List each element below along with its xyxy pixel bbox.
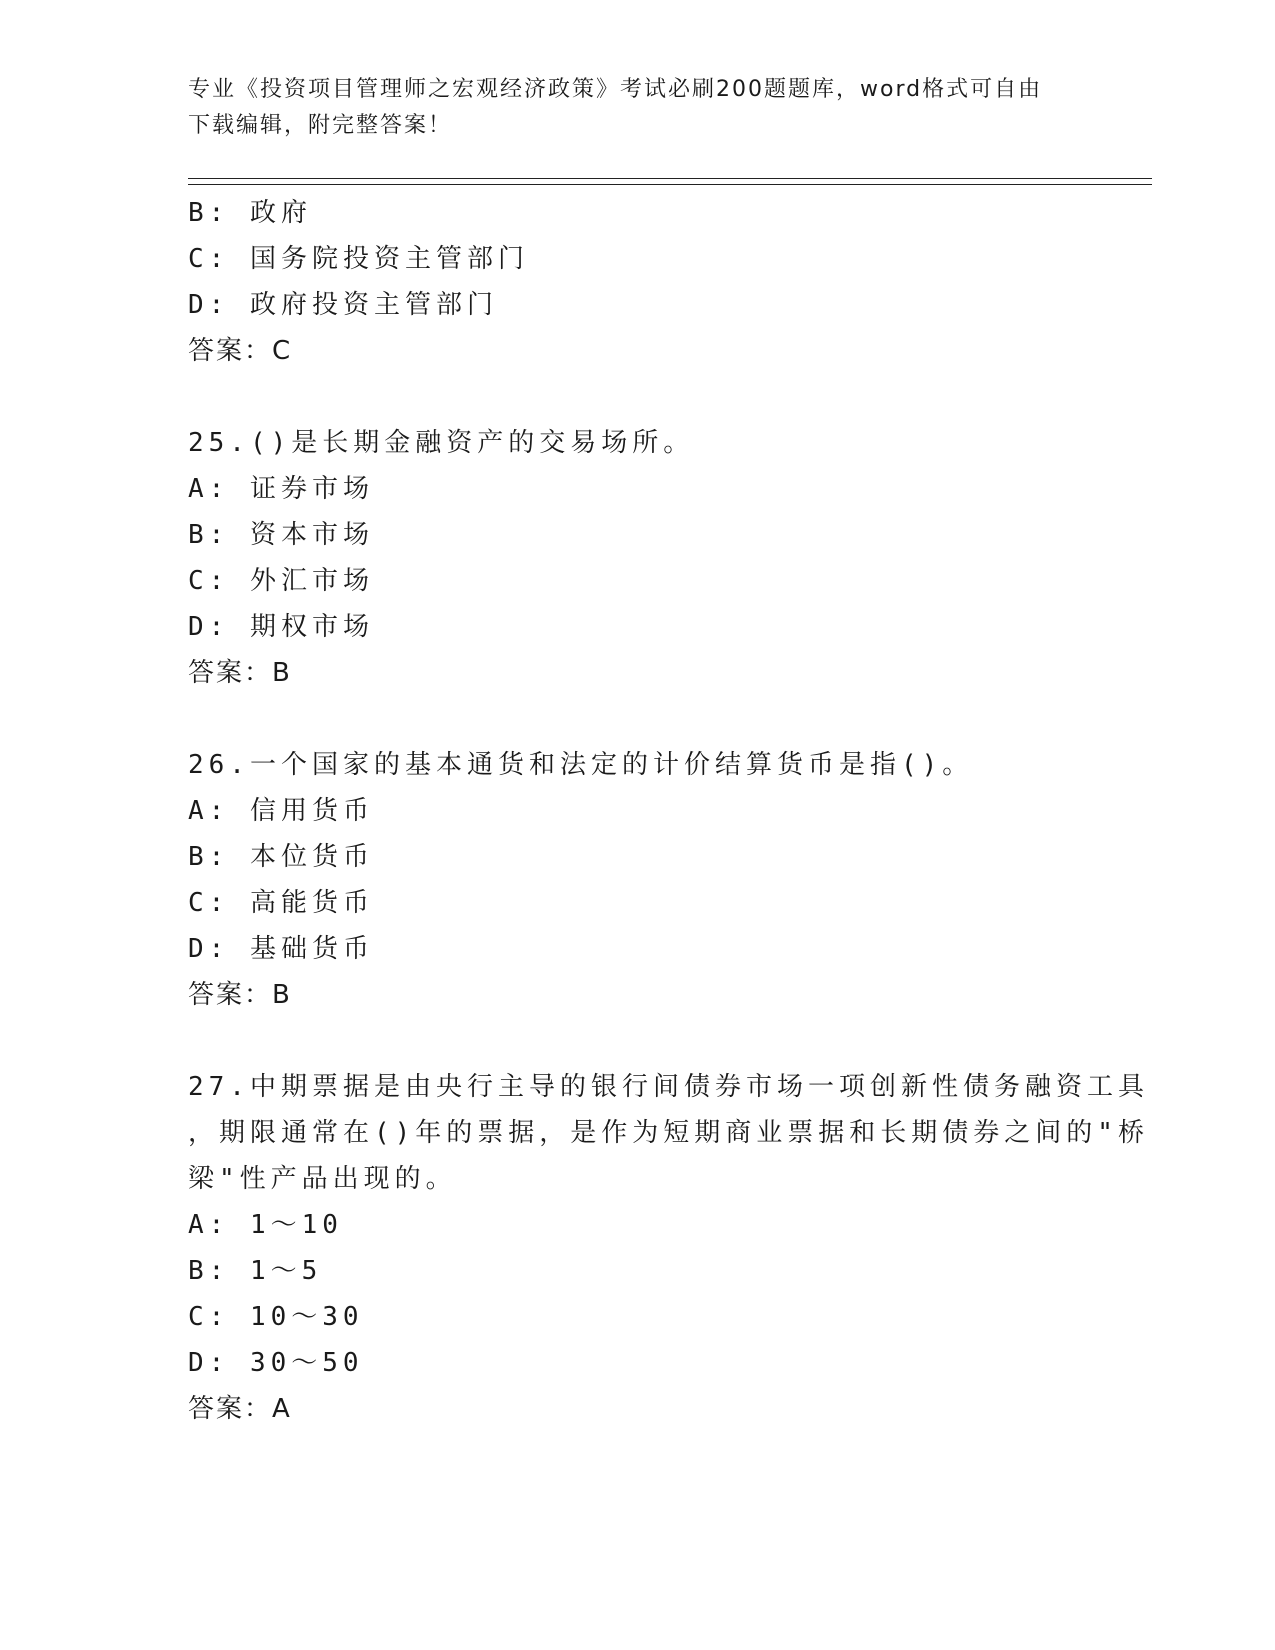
option-c: C: 国务院投资主管部门 [188, 244, 529, 274]
document-header [188, 72, 1088, 144]
option-c: C: 10～30 [188, 1302, 364, 1332]
option-a: A: 1～10 [188, 1210, 343, 1240]
question-stem-line-1: 27.中期票据是由央行主导的银行间债券市场一项创新性债务融资工具 [188, 1072, 1149, 1102]
question-stem-line-2: ，期限通常在()年的票据，是作为短期商业票据和长期债券之间的"桥 [188, 1118, 1149, 1148]
option-b: B: 本位货币 [188, 842, 374, 872]
option-d: D: 政府投资主管部门 [188, 290, 498, 320]
answer-line: 答案：A [188, 1394, 292, 1424]
answer-line: 答案：B [188, 980, 292, 1010]
header-line-1: 专业《投资项目管理师之宏观经济政策》考试必刷200题题库，word格式可自由 [188, 77, 1043, 102]
option-d: D: 基础货币 [188, 934, 374, 964]
option-c: C: 高能货币 [188, 888, 374, 918]
question-26 [188, 742, 1088, 1018]
option-a: A: 证券市场 [188, 474, 374, 504]
question-stem: 25.()是长期金融资产的交易场所。 [188, 428, 695, 458]
question-25 [188, 420, 1088, 696]
question-list [188, 190, 1149, 1432]
header-rule-bottom [188, 184, 1152, 185]
answer-line: 答案：B [188, 658, 292, 688]
question-24-continuation [188, 190, 1088, 374]
option-b: B: 政府 [188, 198, 312, 228]
question-stem-line-3: 梁"性产品出现的。 [188, 1164, 457, 1194]
option-d: D: 期权市场 [188, 612, 374, 642]
option-b: B: 资本市场 [188, 520, 374, 550]
header-line-2: 下载编辑，附完整答案！ [188, 113, 453, 138]
question-stem: 26.一个国家的基本通货和法定的计价结算货币是指()。 [188, 750, 974, 780]
option-b: B: 1～5 [188, 1256, 323, 1286]
option-d: D: 30～50 [188, 1348, 364, 1378]
header-rule-top [188, 178, 1152, 179]
answer-line: 答案：C [188, 336, 293, 366]
question-27 [188, 1064, 1149, 1432]
option-c: C: 外汇市场 [188, 566, 374, 596]
option-a: A: 信用货币 [188, 796, 374, 826]
